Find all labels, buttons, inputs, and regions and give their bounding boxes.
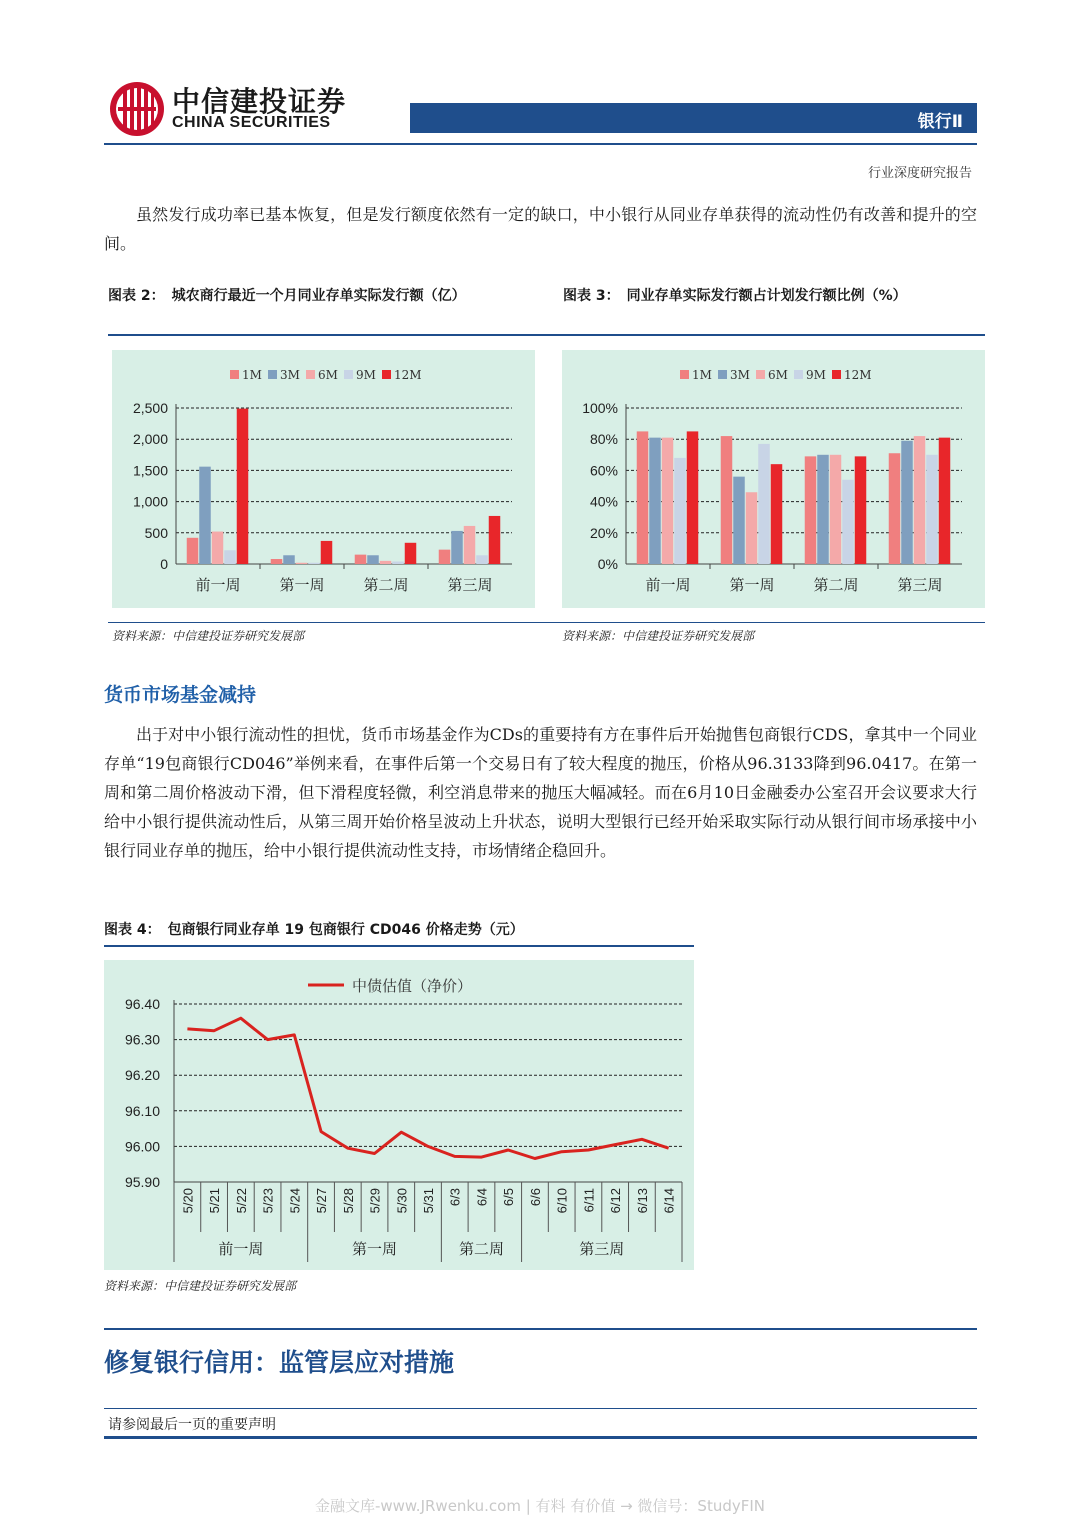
fig4-group-label: 第二周 xyxy=(458,1240,504,1258)
fig4-xtick-label: 6/12 xyxy=(608,1188,624,1214)
report-type: 行业深度研究报告 xyxy=(867,166,972,181)
fig4-ytick-label: 96.00 xyxy=(124,1138,160,1155)
fig2-bar xyxy=(237,409,249,564)
fig2-xtick-label: 第二周 xyxy=(363,576,409,594)
fig2-bar xyxy=(489,516,501,564)
fig2-legend-label: 3M xyxy=(280,368,300,382)
fig3-ytick-label: 0% xyxy=(597,556,618,572)
fig2-ytick-label: 500 xyxy=(144,524,168,541)
watermark: 金融文库-www.JRwenku.com | 有料 有价值 → 微信号：StudyFIN xyxy=(314,1497,766,1515)
footer-disclaimer: 请参阅最后一页的重要声明 xyxy=(108,1417,276,1433)
figure-2-source: 资料来源：中信建投证券研究发展部 xyxy=(112,629,305,643)
header-band xyxy=(410,103,977,133)
fig3-legend-swatch xyxy=(832,370,841,379)
figure-3-source: 资料来源：中信建投证券研究发展部 xyxy=(562,629,755,643)
fig2-bar xyxy=(439,550,451,564)
fig4-ytick-label: 95.90 xyxy=(124,1174,160,1190)
fig3-bar xyxy=(830,455,842,564)
fig3-legend-label: 6M xyxy=(768,368,788,382)
fig3-bar xyxy=(721,436,733,564)
fig2-xtick-label: 第一周 xyxy=(279,576,325,594)
fig2-xtick-label: 第三周 xyxy=(447,576,493,594)
main-heading: 修复银行信用：监管层应对措施 xyxy=(104,1348,455,1377)
paragraph-money-market: 出于对中小银行流动性的担忧，货币市场基金作为CDs的重要持有方在事件后开始抛售包商银行CDS，拿其中一个同业存单“19包商银行CD046”举例来看，在事件后第一个交易日有了较大程度的抛压，价格从96.3133降到96.0417。在第一周和第二周价格波动下滑，但下滑程度轻微，利空消息带来的抛压大幅减轻。而在6月10日金融委办公室召开会议要求大行给中小银行提供流动性后，从第三周开始价格呈波动上升状态，说明大型银行已经开始采取实际行动从银行间市场承接中小银行同业存单的抛压，给中小银行提供流动性支持，市场情绪企稳回升。 xyxy=(104,725,977,860)
chart-issuance-ratio xyxy=(562,350,985,608)
fig2-bar xyxy=(296,563,308,564)
company-logo xyxy=(108,80,348,140)
fig2-legend-label: 9M xyxy=(356,368,376,382)
logo-english-name: CHINA SECURITIES xyxy=(172,114,331,131)
fig3-legend-swatch xyxy=(756,370,765,379)
fig2-bar xyxy=(224,550,236,564)
fig4-xtick-label: 5/28 xyxy=(340,1188,356,1214)
section-top-rule xyxy=(104,1328,977,1330)
fig3-bar xyxy=(674,458,686,564)
figure-4-title: 图表 4： 包商银行同业存单 19 包商银行 CD046 价格走势（元） xyxy=(104,922,524,938)
header-divider xyxy=(104,143,977,145)
fig2-legend-swatch xyxy=(306,370,315,379)
fig2-ytick-label: 1,500 xyxy=(132,462,168,479)
fig3-bar xyxy=(637,431,649,564)
fig4-ytick-label: 96.20 xyxy=(124,1067,160,1084)
fig2-ytick-label: 1,000 xyxy=(132,493,168,510)
fig3-xtick-label: 前一周 xyxy=(645,576,691,594)
fig3-xtick-label: 第一周 xyxy=(729,576,775,594)
footer-bottom-rule xyxy=(104,1436,977,1439)
paragraph-intro: 虽然发行成功率已基本恢复，但是发行额度依然有一定的缺口，中小银行从同业存单获得的流动性仍有改善和提升的空间。 xyxy=(104,205,977,253)
fig3-bar xyxy=(926,455,938,564)
fig3-bar xyxy=(817,455,829,564)
figure-3-title: 图表 3： 同业存单实际发行额占计划发行额比例（%） xyxy=(563,288,907,304)
fig4-xtick-label: 5/30 xyxy=(394,1188,410,1214)
figure-4-top-rule xyxy=(104,945,694,947)
fig3-bar xyxy=(662,438,674,564)
fig2-bar xyxy=(476,555,488,564)
fig2-bar xyxy=(451,531,463,564)
section-heading: 货币市场基金减持 xyxy=(104,684,257,706)
chart-issuance-amount xyxy=(112,350,535,608)
fig2-bar xyxy=(392,562,404,564)
fig2-bar xyxy=(321,541,333,564)
fig2-ytick-label: 2,000 xyxy=(132,431,168,448)
fig3-bar xyxy=(771,464,783,564)
fig3-legend-label: 3M xyxy=(730,368,750,382)
fig4-xtick-label: 6/13 xyxy=(634,1188,650,1214)
fig2-bar xyxy=(283,555,295,564)
fig4-group-label: 第一周 xyxy=(352,1240,398,1258)
fig4-xtick-label: 6/5 xyxy=(501,1188,517,1207)
fig3-ytick-label: 100% xyxy=(582,400,618,416)
fig3-bar xyxy=(733,477,745,564)
fig4-xtick-label: 6/3 xyxy=(447,1188,463,1207)
fig4-xtick-label: 6/14 xyxy=(661,1188,677,1214)
fig3-ytick-label: 40% xyxy=(589,493,618,510)
fig3-legend-swatch xyxy=(794,370,803,379)
fig4-xtick-label: 6/11 xyxy=(581,1188,597,1213)
fig2-legend-swatch xyxy=(268,370,277,379)
fig4-group-label: 前一周 xyxy=(218,1240,264,1258)
fig4-xtick-label: 6/4 xyxy=(474,1188,490,1207)
fig2-bar xyxy=(380,561,392,564)
logo-chinese-name: 中信建投证券 xyxy=(172,85,347,118)
fig3-bar xyxy=(805,456,817,564)
figure-top-rule xyxy=(108,334,985,336)
fig3-legend-swatch xyxy=(680,370,689,379)
fig2-legend-swatch xyxy=(382,370,391,379)
fig3-bar xyxy=(687,431,699,564)
section-label: 银行Ⅱ xyxy=(917,112,963,132)
fig2-legend-label: 1M xyxy=(242,368,262,382)
fig4-xtick-label: 5/29 xyxy=(367,1188,383,1214)
footer-top-rule xyxy=(104,1408,977,1409)
fig2-bar xyxy=(271,559,283,564)
fig4-xtick-label: 5/21 xyxy=(207,1188,223,1214)
fig4-xtick-label: 6/6 xyxy=(527,1188,543,1207)
fig4-legend-label: 中债估值（净价） xyxy=(352,977,473,995)
fig2-legend-label: 12M xyxy=(394,368,422,382)
fig2-bar xyxy=(405,543,417,564)
figure-bottom-rule xyxy=(108,622,985,623)
fig2-bar xyxy=(367,555,379,564)
fig3-bar xyxy=(889,453,901,564)
fig2-bar xyxy=(464,526,476,564)
fig3-legend-swatch xyxy=(718,370,727,379)
chart-cd046-price xyxy=(104,960,694,1270)
fig2-ytick-label: 2,500 xyxy=(132,400,168,416)
fig4-group-label: 第三周 xyxy=(579,1240,625,1258)
fig4-xtick-label: 5/24 xyxy=(287,1188,303,1214)
fig2-bar xyxy=(355,555,367,564)
fig3-ytick-label: 20% xyxy=(589,524,618,541)
fig3-bar xyxy=(855,456,867,564)
fig2-bar xyxy=(308,563,320,564)
fig3-legend-label: 9M xyxy=(806,368,826,382)
fig2-bar xyxy=(199,467,211,564)
fig2-legend-swatch xyxy=(344,370,353,379)
fig2-ytick-label: 0 xyxy=(160,556,168,572)
fig4-ytick-label: 96.40 xyxy=(124,996,160,1012)
fig3-legend-label: 1M xyxy=(692,368,712,382)
figure-2-title: 图表 2： 城农商行最近一个月同业存单实际发行额（亿） xyxy=(108,288,466,304)
fig4-ytick-label: 96.30 xyxy=(124,1031,160,1048)
logo-emblem-icon xyxy=(108,80,166,138)
fig4-xtick-label: 5/22 xyxy=(233,1188,249,1214)
fig3-ytick-label: 80% xyxy=(589,431,618,448)
fig2-bar xyxy=(187,538,199,564)
fig4-xtick-label: 5/20 xyxy=(180,1188,196,1214)
fig4-xtick-label: 6/10 xyxy=(554,1188,570,1214)
fig3-bar xyxy=(901,441,913,564)
fig3-bar xyxy=(758,444,770,564)
fig4-xtick-label: 5/31 xyxy=(421,1188,436,1214)
fig3-bar xyxy=(649,438,661,564)
fig3-bar xyxy=(842,480,854,564)
fig3-xtick-label: 第二周 xyxy=(813,576,859,594)
figure-4-source: 资料来源：中信建投证券研究发展部 xyxy=(104,1279,297,1293)
fig4-ytick-label: 96.10 xyxy=(124,1102,160,1119)
fig3-bar xyxy=(746,492,758,564)
fig4-xtick-label: 5/23 xyxy=(260,1188,276,1214)
fig4-xtick-label: 5/27 xyxy=(314,1188,330,1214)
fig3-ytick-label: 60% xyxy=(589,462,618,479)
fig2-xtick-label: 前一周 xyxy=(195,576,241,594)
fig2-legend-label: 6M xyxy=(318,368,338,382)
fig3-legend-label: 12M xyxy=(844,368,872,382)
fig3-bar xyxy=(914,436,926,564)
fig2-bar xyxy=(212,532,224,564)
fig2-legend-swatch xyxy=(230,370,239,379)
fig3-bar xyxy=(939,438,951,564)
fig3-xtick-label: 第三周 xyxy=(897,576,943,594)
